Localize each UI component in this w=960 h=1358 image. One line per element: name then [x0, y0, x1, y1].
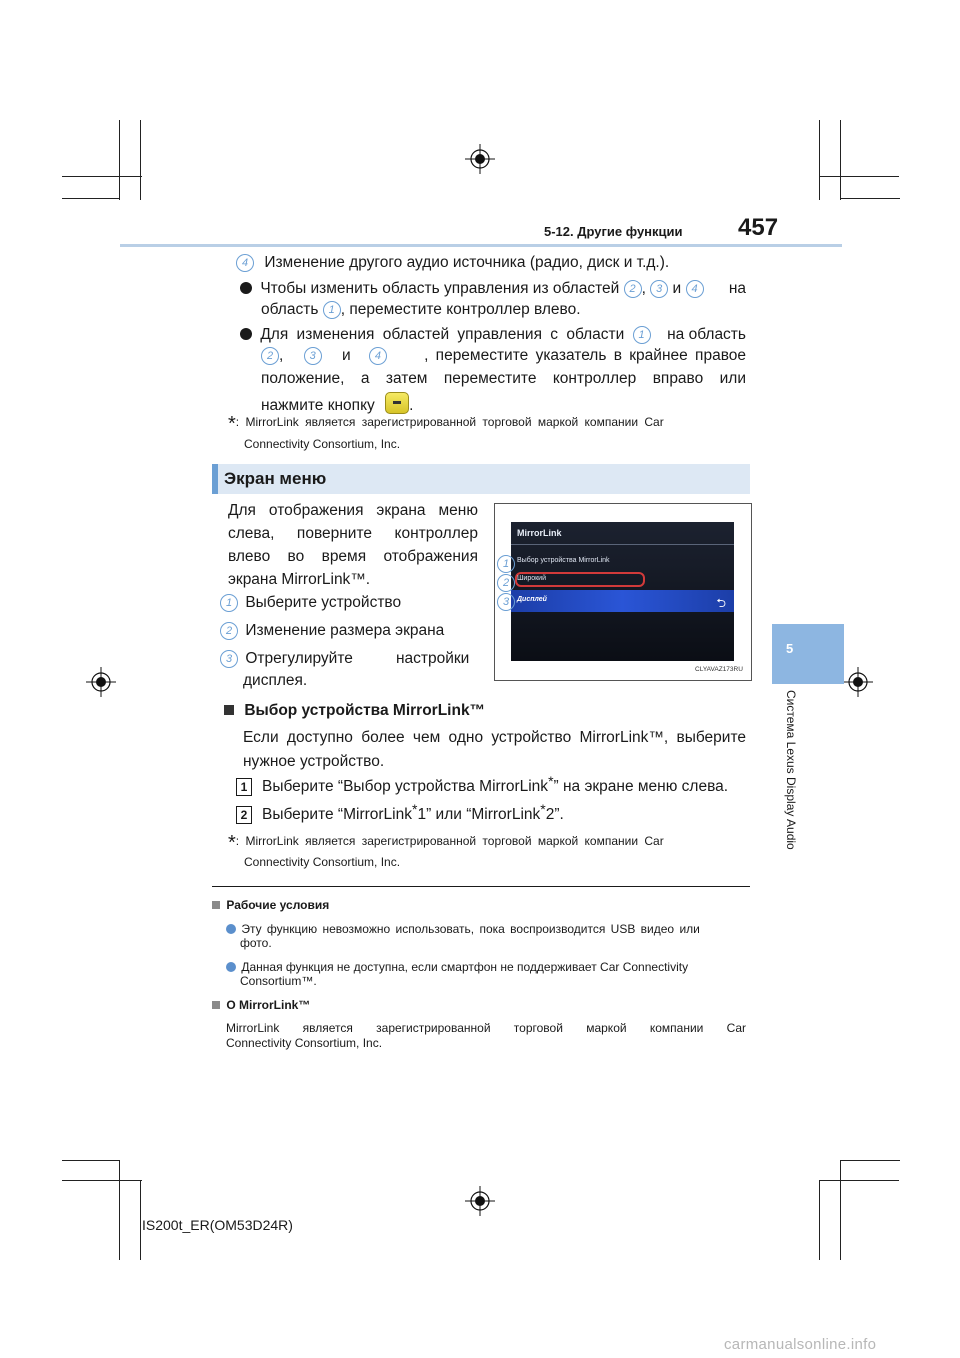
chapter-tab	[772, 624, 844, 684]
mirrorlink-menu-screenshot	[494, 503, 752, 681]
device-heading: Выбор устройства MirrorLink™	[224, 701, 485, 721]
bullet-icon	[240, 282, 252, 294]
note-2-line-2: Consortium™.	[240, 974, 317, 988]
screen-item-display: Дисплей	[517, 596, 547, 603]
notes-paragraph-line-1: MirrorLink является зарегистрированной торговой маркой компании Car	[226, 1021, 746, 1035]
menu-intro-line-4: экрана MirrorLink™.	[228, 571, 371, 588]
menu-item-3-line-2: дисплея.	[243, 672, 308, 689]
back-icon: ⮌	[716, 596, 726, 610]
menu-intro-line-3: влево во время отображения	[228, 548, 478, 565]
item-4-line: 4 Изменение другого аудио источника (радио, диск и т.д.).	[236, 253, 669, 273]
square-bullet-icon	[224, 705, 234, 715]
square-bullet-icon	[212, 901, 220, 909]
registration-mark-top-icon	[465, 144, 495, 174]
section-title: 5-12. Другие функции	[544, 224, 683, 239]
menu-intro-line-2: слева, поверните контроллер	[228, 525, 478, 542]
display-screen	[511, 522, 734, 661]
device-paragraph-line-1: Если доступно более чем одно устройство MirrorLink™, выберите	[243, 729, 746, 746]
square-bullet-icon	[212, 1001, 220, 1009]
callout-4-icon: 4	[236, 254, 254, 272]
chapter-title-vertical	[784, 690, 812, 880]
footnote-1: *: MirrorLink является зарегистрированной торговой маркой компании Car	[228, 413, 664, 435]
notes-heading-2: О MirrorLink™	[212, 998, 310, 1013]
notes-separator	[212, 886, 750, 887]
callout-4-icon: 4	[369, 347, 387, 365]
notes-heading-1: Рабочие условия	[212, 898, 329, 913]
callout-3-icon: 3	[220, 650, 238, 668]
bullet-icon	[226, 924, 236, 934]
step-1-badge: 1	[236, 778, 252, 796]
screen-item-wide: Широкий	[517, 575, 546, 582]
menu-item-2: 2 Изменение размера экрана	[220, 621, 444, 641]
callout-2-icon: 2	[624, 280, 642, 298]
menu-intro-line-1: Для отображения экрана меню	[228, 502, 478, 519]
callout-2-icon: 2	[497, 574, 515, 592]
bullet-1-line-2: область 1 , переместите контроллер влево.	[261, 301, 581, 318]
footnote-2: *: MirrorLink является зарегистрированной торговой маркой компании Car	[228, 832, 664, 854]
chapter-title: Система Lexus Display Audio	[784, 690, 798, 850]
callout-1-icon: 1	[633, 326, 651, 344]
footnote-2-line-2: Connectivity Consortium, Inc.	[244, 855, 401, 869]
note-1-line-1: Эту функцию невозможно использовать, пока воспроизводится USB видео или	[226, 922, 748, 937]
callout-4-icon: 4	[686, 280, 704, 298]
bullet-1: Чтобы изменить область управления из областей 2 , 3 и 4 на	[240, 279, 746, 299]
image-code: CLYAVAZ173RU	[695, 666, 743, 673]
document-code: IS200t_ER(OM53D24R)	[142, 1217, 293, 1233]
callout-1-icon: 1	[220, 594, 238, 612]
section-heading: Экран меню	[224, 469, 327, 488]
notes-paragraph-line-2: Connectivity Consortium, Inc.	[226, 1036, 383, 1050]
watermark: carmanualsonline.info	[724, 1336, 877, 1353]
callout-3-icon: 3	[650, 280, 668, 298]
screen-item-select-device: Выбор устройства MirrorLink	[517, 557, 610, 564]
registration-mark-right-icon	[843, 667, 873, 697]
callout-3-icon: 3	[304, 347, 322, 365]
page-number: 457	[738, 214, 779, 241]
callout-1-icon: 1	[323, 301, 341, 319]
callout-1-icon: 1	[497, 555, 515, 573]
menu-item-1: 1 Выберите устройство	[220, 593, 401, 613]
bullet-2-line-2: 2 , 3 и 4 , переместите указатель в крайнее правое	[261, 346, 746, 366]
callout-2-icon: 2	[220, 622, 238, 640]
menu-item-3: 3 Отрегулируйте настройки	[220, 649, 478, 669]
header-rule	[120, 244, 842, 247]
bullet-2-line-4: нажмите кнопку .	[261, 392, 413, 416]
callout-2-icon: 2	[261, 347, 279, 365]
callout-3-icon: 3	[497, 593, 515, 611]
note-2-line-1: Данная функция не доступна, если смартфон не поддерживает Car Connectivity	[226, 960, 748, 975]
device-paragraph-line-2: нужное устройство.	[243, 753, 385, 770]
registration-mark-bottom-icon	[465, 1186, 495, 1216]
screen-title: MirrorLink	[517, 528, 562, 538]
step-2-text: Выберите “MirrorLink*1” или “MirrorLink*2”.	[262, 801, 564, 823]
bullet-icon	[226, 962, 236, 972]
chapter-number: 5	[786, 641, 794, 656]
step-2-badge: 2	[236, 806, 252, 824]
bullet-icon	[240, 328, 252, 340]
registration-mark-left-icon	[86, 667, 116, 697]
controller-button-icon	[385, 392, 409, 414]
bullet-2: Для изменения областей управления с области 1 на область	[240, 325, 746, 345]
bullet-2-line-3: положение, а затем переместите контроллер вправо или	[261, 370, 746, 387]
step-1-text: Выберите “Выбор устройства MirrorLink*” на экране меню слева.	[262, 773, 729, 795]
note-1-line-2: фото.	[240, 936, 272, 950]
footnote-1-line-2: Connectivity Consortium, Inc.	[244, 437, 401, 451]
